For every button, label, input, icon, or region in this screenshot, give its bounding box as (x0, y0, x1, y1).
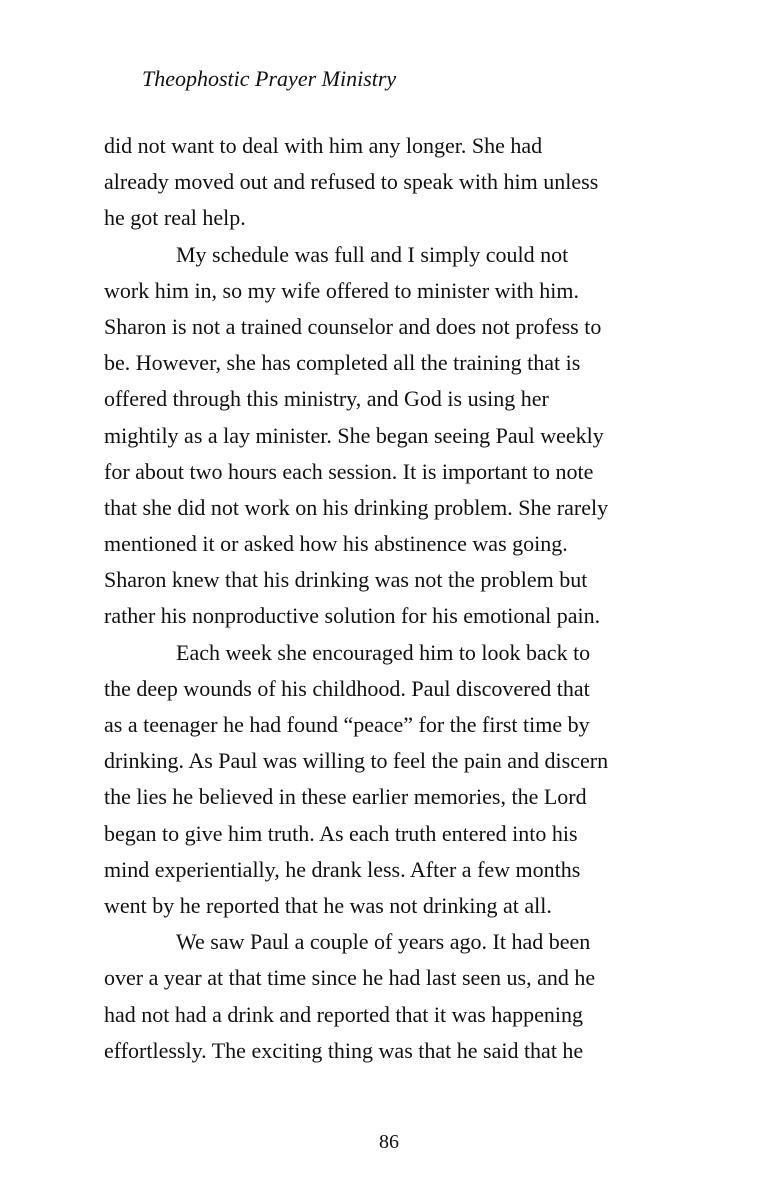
text-line: Sharon knew that his drinking was not the problem but (104, 567, 588, 593)
text-line: did not want to deal with him any longer. She had (104, 133, 543, 158)
text-line: mentioned it or asked how his abstinence was going. (104, 531, 568, 557)
text-line: already moved out and refused to speak with him unless (104, 169, 599, 195)
text-line: effortlessly. The exciting thing was that he said that he (104, 1037, 584, 1063)
text-line: rather his nonproductive solution for his emotional pain. (104, 603, 601, 629)
text-line: We saw Paul a couple of years ago. It had been (176, 929, 591, 955)
text-line: for about two hours each session. It is important to note (104, 458, 594, 484)
text-line: Each week she encouraged him to look back to (176, 639, 591, 665)
text-line: the deep wounds of his childhood. Paul discovered that (104, 675, 590, 701)
text-line: be. However, she has completed all the training that is (104, 350, 581, 376)
text-line: began to give him truth. As each truth entered into his (104, 820, 578, 846)
text-line: work him in, so my wife offered to minister with him. (104, 277, 579, 303)
text-line: mightily as a lay minister. She began seeing Paul weekly (104, 422, 604, 448)
text-line: that she did not work on his drinking problem. She rarely (104, 494, 609, 520)
text-line: as a teenager he had found “peace” for the first time by (104, 712, 590, 737)
running-head: Theophostic Prayer Ministry (142, 66, 397, 91)
text-line: the lies he believed in these earlier memories, the Lord (104, 784, 587, 810)
text-line: offered through this ministry, and God is using her (104, 386, 549, 412)
body-text (104, 128, 684, 1069)
text-line: over a year at that time since he had last seen us, and he (104, 965, 596, 991)
text-line: drinking. As Paul was willing to feel the pain and discern (104, 748, 609, 774)
text-line: had not had a drink and reported that it was happening (104, 1001, 583, 1027)
text-line: he got real help. (104, 205, 246, 231)
text-line: went by he reported that he was not drinking at all. (104, 892, 552, 918)
text-line: Sharon is not a trained counselor and does not profess to (104, 313, 602, 339)
text-line: mind experientially, he drank less. After a few months (104, 856, 581, 882)
page-number: 86 (379, 1131, 399, 1153)
text-line: My schedule was full and I simply could not (176, 241, 569, 267)
